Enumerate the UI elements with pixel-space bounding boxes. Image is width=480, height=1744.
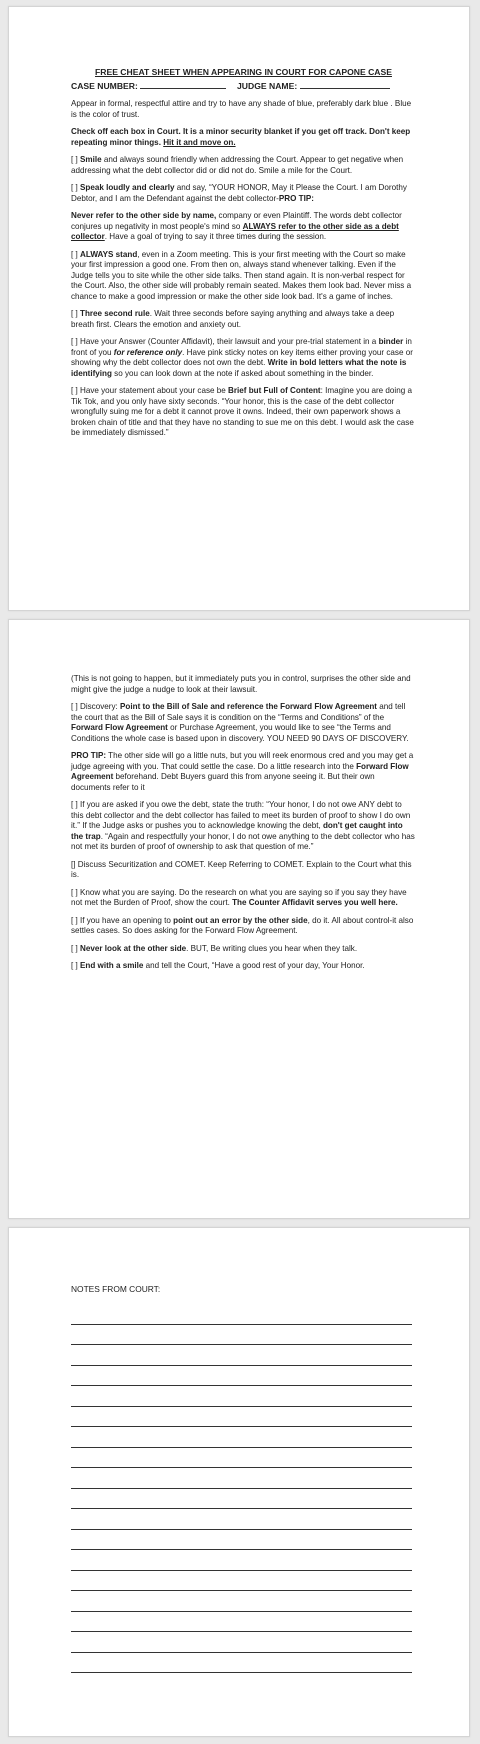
- note-line: [71, 1468, 412, 1489]
- attire-paragraph: Appear in formal, respectful attire and try to have any shade of blue, preferably dark blue . Blue is the color of trust.: [71, 99, 412, 119]
- document-page-3: [8, 1227, 470, 1737]
- securitization-paragraph: [] Discuss Securitization and COMET. Keep Referring to COMET. Explain to the Court what this is.: [71, 859, 412, 879]
- binder-paragraph: [ ] Have your Answer (Counter Affidavit), their lawsuit and your pre-trial statement in a binder in front of you for reference only. Have pink sticky notes on key items either proving your case or showing why the debt collector does not own the debt. Write in bold letters what the note is identifying so you can look down at the note if asked about something in the binder.: [71, 337, 413, 378]
- always-stand-paragraph: [ ] ALWAYS stand, even in a Zoom meeting. This is your first meeting with the Court so make your first impression a good one. From then on, always stand whenever talking. Even if the Judge tells you to site while the other side talks. Then stand again. It is non-verbal respect for the Court. Also, the other side will probably remain seated. Makes them look bad. Never miss a chance to make a good impression or make the other side look bad. It's a game of inches.: [71, 249, 412, 301]
- note-line: [71, 1325, 412, 1346]
- note-line: [71, 1550, 412, 1571]
- three-second-rule-paragraph: [ ] Three second rule. Wait three seconds before saying anything and always take a deep breath first. Clears the emotion and anxiety out.: [71, 309, 395, 329]
- smile-paragraph: [ ] Smile and always sound friendly when addressing the Court. Appear to get negative when addressing what the debt collector did or did not do. Smile a mile for the Court.: [71, 155, 404, 175]
- note-line: [71, 1448, 412, 1469]
- speak-loudly-paragraph: [ ] Speak loudly and clearly and say, “YOUR HONOR, May it Please the Court. I am Dorothy Debtor, and I am the Defendant against the debt collector-PRO TIP:: [71, 183, 407, 203]
- control-paragraph: (This is not going to happen, but it immediately puts you in control, surprises the other side and might give the judge a nudge to look at their lawsuit.: [71, 674, 411, 694]
- note-line: [71, 1653, 412, 1674]
- case-number-label: CASE NUMBER:: [71, 81, 138, 91]
- note-line: [71, 1345, 412, 1366]
- never-refer-paragraph: Never refer to the other side by name, company or even Plaintiff. The words debt collector conjures up negativity in most people's mind so ALWAYS refer to the other side as a debt collector. Have a goal of trying to say it three times during the session.: [71, 211, 402, 241]
- point-out-error-paragraph: [ ] If you have an opening to point out an error by the other side, do it. All about control-it also settles cases. So does asking for the Forward Flow Agreement.: [71, 915, 414, 935]
- note-line: [71, 1489, 412, 1510]
- note-line: [71, 1386, 412, 1407]
- note-line: [71, 1632, 412, 1653]
- discovery-paragraph: [ ] Discovery: Point to the Bill of Sale and reference the Forward Flow Agreement and tell the court that as the Bill of Sale says it is condition on the “Terms and Conditions” of the Forward Flow Agreement or Purchase Agreement, you would like to see “the Terms and Conditions the whole case is based upon in discovery. YOU NEED 90 DAYS OF DISCOVERY.: [71, 702, 409, 743]
- document-page-2: [8, 619, 470, 1219]
- page-title: FREE CHEAT SHEET WHEN APPEARING IN COURT FOR CAPONE CASE: [95, 67, 392, 77]
- case-header-line: [71, 80, 416, 91]
- note-line: [71, 1407, 412, 1428]
- note-line: [71, 1612, 412, 1633]
- judge-name-blank: [300, 80, 390, 89]
- notes-label: NOTES FROM COURT:: [71, 1284, 161, 1294]
- document-page-1: [8, 6, 470, 611]
- statement-paragraph: [ ] Have your statement about your case be Brief but Full of Content: Imagine you are doing a Tik Tok, and you only have sixty seconds. “Your honor, this is the case of the debt collector wrongfully suing me for a debt it cannot prove it owns. Indeed, their own paperwork shows a broken chain of title and that they have no standing to sue me on this debt. I would ask the case be immediately dismissed.”: [71, 386, 414, 437]
- checkbox-instructions-paragraph: Check off each box in Court. It is a minor security blanket if you get off track. Don't keep repeating minor things. Hit it and move on.: [71, 127, 411, 147]
- note-line: [71, 1366, 412, 1387]
- end-with-smile-paragraph: [ ] End with a smile and tell the Court, “Have a good rest of your day, Your Honor.: [71, 961, 365, 970]
- case-number-blank: [140, 80, 226, 89]
- note-line: [71, 1571, 412, 1592]
- note-line: [71, 1427, 412, 1448]
- note-line: [71, 1509, 412, 1530]
- notes-lines: [71, 1304, 416, 1673]
- judge-name-label: JUDGE NAME:: [237, 81, 298, 91]
- know-what-you-say-paragraph: [ ] Know what you are saying. Do the research on what you are saying so if you say they have not met the Burden of Proof, show the court. The Counter Affidavit serves you well here.: [71, 887, 407, 907]
- note-line: [71, 1530, 412, 1551]
- note-line: [71, 1304, 412, 1325]
- never-look-paragraph: [ ] Never look at the other side. BUT, Be writing clues you hear when they talk.: [71, 943, 358, 953]
- owe-debt-paragraph: [ ] If you are asked if you owe the debt, state the truth: “Your honor, I do not owe ANY debt to this debt collector and the debt collector has failed to meet its burden of proof to show I do own it.” If the Judge asks or pushes you to acknowledge knowing the debt, don't get caught into the trap. “Again and respectfully your honor, I do not owe anything to the debt collector who has not met its burden of proof of ownership to ask that question of me.”: [71, 800, 415, 851]
- pro-tip-paragraph: PRO TIP: The other side will go a little nuts, but you will reek enormous cred and you may get a judge agreeing with you. That could settle the case. Do a little research into the Forward Flow Agreement beforehand. Debt Buyers guard this from anyone seeing it. But their own documents refer to it: [71, 751, 414, 792]
- note-line: [71, 1591, 412, 1612]
